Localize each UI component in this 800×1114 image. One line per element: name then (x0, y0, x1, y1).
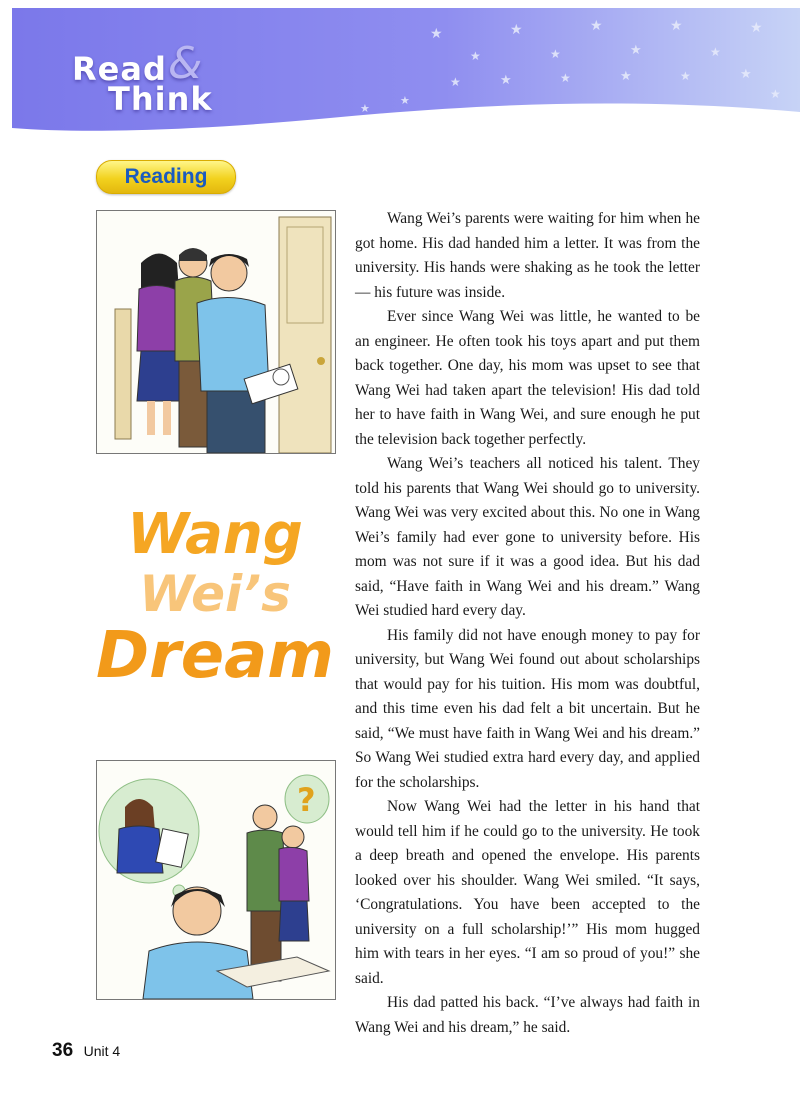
story-text (355, 207, 700, 1040)
header-banner (0, 0, 800, 140)
svg-text:★: ★ (560, 71, 571, 85)
svg-text:★: ★ (500, 73, 512, 88)
header-title-think: Think (108, 80, 213, 118)
svg-text:★: ★ (590, 18, 603, 34)
svg-text:★: ★ (630, 43, 642, 58)
family-letter-icon (97, 211, 335, 453)
svg-text:★: ★ (770, 87, 781, 101)
story-title (96, 502, 334, 693)
question-mark-icon: ? (297, 781, 316, 819)
svg-text:★: ★ (360, 102, 370, 115)
svg-text:★: ★ (670, 18, 683, 34)
svg-text:★: ★ (400, 94, 410, 107)
svg-text:★: ★ (450, 75, 461, 89)
svg-text:★: ★ (750, 20, 763, 36)
story-paragraph-1: Wang Wei’s parents were waiting for him when he got home. His dad handed him a letter. It was from the university. His hands were shaking as he took the letter — his future was inside. (355, 210, 700, 301)
story-paragraph-5: Now Wang Wei had the letter in his hand that would tell him if he could go to the university. He took a deep breath and opened the envelope. His parents looked over his shoulder. Wang Wei smiled. “It says, ‘Congratulations. You have been accepted to the university on a full scholarship!’” His mom hugged him with tears in her eyes. “I am so proud of you!” she said. (355, 798, 700, 987)
svg-text:★: ★ (740, 67, 752, 82)
boy-dreaming-illustration (96, 760, 336, 1000)
unit-label: Unit 4 (83, 1043, 121, 1059)
svg-text:★: ★ (620, 69, 632, 84)
svg-text:★: ★ (550, 47, 561, 61)
story-title-line-2: Wei’s (139, 565, 291, 623)
svg-text:★: ★ (680, 69, 691, 83)
story-paragraph-3: Wang Wei’s teachers all noticed his talent. They told his parents that Wang Wei should go to university. Wang Wei was very excited about this. No one in Wang Wei’s family had ever gone to university before. His mom was not sure if it was a good idea. But his dad said, “Have faith in Wang Wei and his dream.” Wang Wei studied hard every day. (355, 455, 700, 619)
story-title-line-1: Wang (127, 502, 303, 567)
reading-section-badge: Reading (96, 160, 236, 194)
story-paragraph-2: Ever since Wang Wei was little, he wanted to be an engineer. He often took his toys apart and put them back together. One day, his mom was upset to see that Wang Wei had taken apart the television! His dad told her to have faith in Wang Wei, and sure enough he put the television back together perfectly. (355, 308, 700, 448)
story-title-line-3: Dream (96, 619, 334, 693)
page-footer (52, 1040, 120, 1062)
story-paragraph-4: His family did not have enough money to pay for university, but Wang Wei found out about scholarships that would pay for his tuition. His mom was doubtful, and this time even his dad felt a bit uncertain. But he said, “We must have faith in Wang Wei and his dream.” So Wang Wei studied extra hard every day, and applied for the scholarships. (355, 626, 700, 791)
family-letter-illustration (96, 210, 336, 454)
header-title-read: Read (72, 50, 167, 88)
svg-text:★: ★ (430, 26, 443, 42)
svg-text:★: ★ (470, 49, 481, 63)
page-number: 36 (52, 1040, 74, 1061)
svg-text:★: ★ (710, 45, 721, 59)
svg-text:★: ★ (510, 22, 523, 38)
boy-dreaming-icon (97, 761, 335, 999)
header-title-ampersand: & (168, 38, 204, 89)
story-paragraph-6: His dad patted his back. “I’ve always had faith in Wang Wei and his dream,” he said. (355, 994, 700, 1036)
